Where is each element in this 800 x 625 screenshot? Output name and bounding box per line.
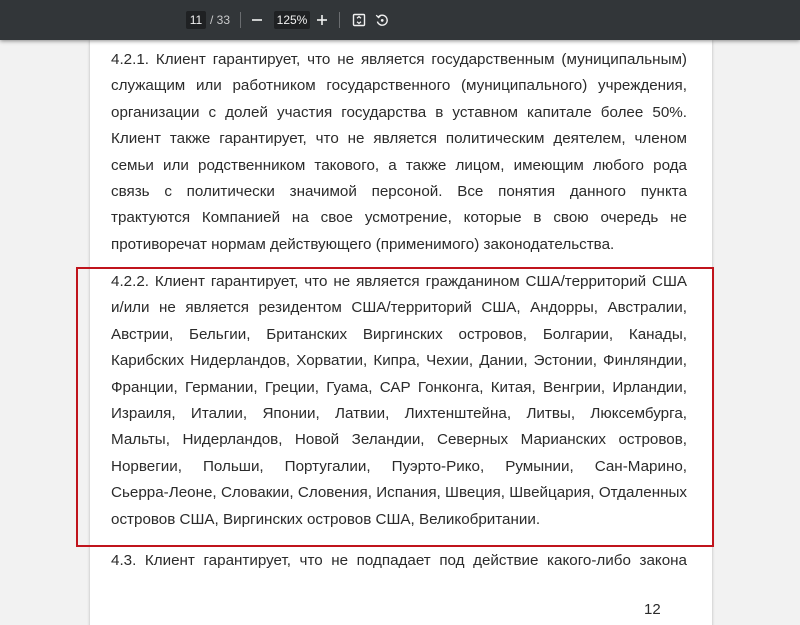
zoom-in-button[interactable] <box>313 10 331 30</box>
page-number: 12 <box>644 601 661 618</box>
text-line: организации с долей участия государства в уставном капитале более 50%. <box>111 103 687 121</box>
text-line: Мальты, Нидерландов, Новой Зеландии, Северных Марианских островов, <box>111 431 687 449</box>
text-line: Карибских Нидерландов, Хорватии, Кипра, Чехии, Дании, Эстонии, Финляндии, <box>111 352 687 370</box>
text-line: противоречат нормам действующего (применимого) законодательства. <box>111 235 615 253</box>
total-pages-label: / 33 <box>210 13 231 27</box>
text-line: Франции, Германии, Греции, Гуама, САР Гонконга, Китая, Венгрии, Ирландии, <box>111 378 687 396</box>
zoom-level-input[interactable]: 125% <box>274 11 310 29</box>
text-line: связь с политически значимой персоной. Все понятия данного пункта <box>111 182 687 200</box>
text-line: Клиент также гарантирует, что не является политическим деятелем, членом <box>111 130 687 148</box>
text-line: Норвегии, Польши, Португалии, Пуэрто-Рико, Румынии, Сан-Марино, <box>111 457 687 475</box>
clause-4-3 <box>111 548 687 574</box>
minus-icon <box>251 14 263 26</box>
text-line: Австрии, Бельгии, Британских Виргинских островов, Болгарии, Канады, <box>111 325 687 343</box>
zoom-out-button[interactable] <box>248 10 266 30</box>
text-line: и/или не является резидентом США/территорий США, Андорры, Австралии, <box>111 299 687 317</box>
clause-4-2-1 <box>111 47 687 258</box>
viewer-toolbar <box>0 0 800 40</box>
current-page-input[interactable]: 11 <box>186 11 206 29</box>
text-line: 4.2.2. Клиент гарантирует, что не является гражданином США/территорий США <box>111 273 687 290</box>
text-line: Сьерра-Леоне, Словакии, Словения, Испания, Швеция, Швейцария, Отдаленных <box>111 484 687 502</box>
text-line: служащим или работником государственного (муниципального) учреждения, <box>111 77 687 95</box>
document-page <box>90 40 712 625</box>
text-line: трактуются Компанией на свое усмотрение, которые в свою очередь не <box>111 209 687 227</box>
fit-to-page-button[interactable] <box>350 10 368 30</box>
text-line: Израиля, Италии, Японии, Латвии, Лихтенштейна, Литвы, Люксембурга, <box>111 404 687 422</box>
toolbar-divider <box>240 12 241 28</box>
text-line: островов США, Виргинских островов США, Великобритании. <box>111 510 541 528</box>
text-line: 4.3. Клиент гарантирует, что не подпадает под действие какого-либо закона <box>111 552 687 569</box>
toolbar-divider <box>339 12 340 28</box>
fit-to-page-icon <box>352 13 366 27</box>
plus-icon <box>316 14 328 26</box>
rotate-button[interactable] <box>373 10 391 30</box>
rotate-icon <box>375 13 389 27</box>
text-line: 4.2.1. Клиент гарантирует, что не является государственным (муниципальным) <box>111 51 687 68</box>
clause-4-2-2 <box>111 269 687 533</box>
text-line: семьи или родственником такового, а также лицом, имеющим любого рода <box>111 156 687 174</box>
